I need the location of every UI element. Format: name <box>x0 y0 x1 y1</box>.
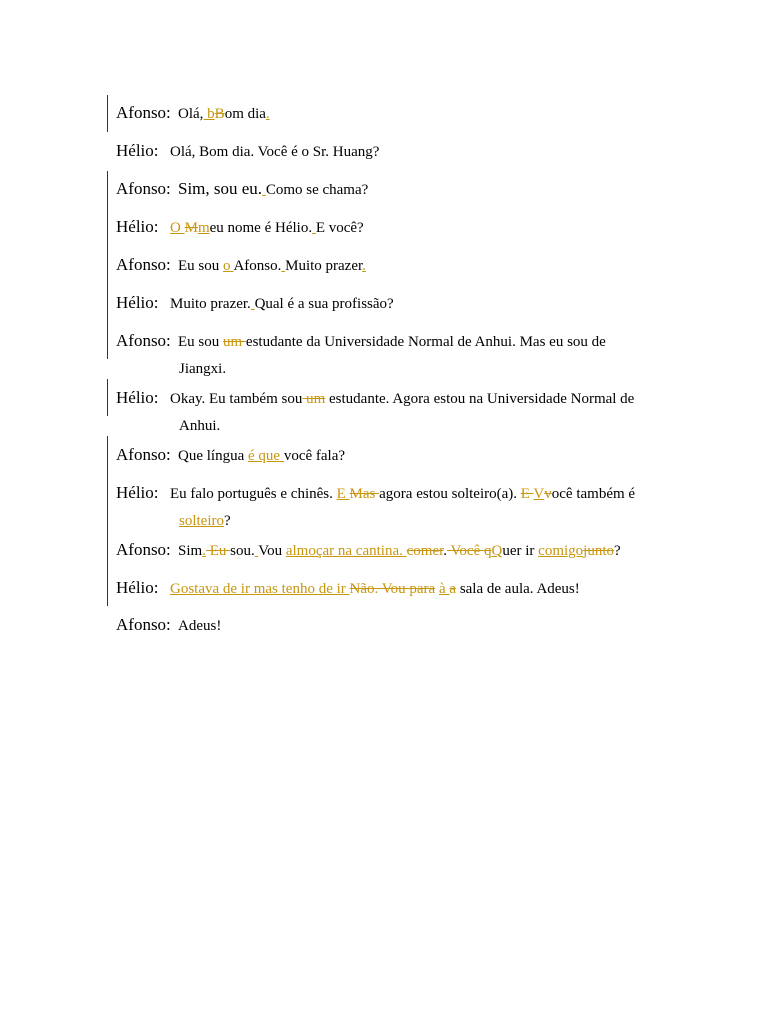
line-text: agora estou solteiro(a). <box>379 486 521 502</box>
insertion: E <box>336 486 350 502</box>
deletion: Não. Vou para <box>349 581 436 597</box>
line-text: Anhui. <box>179 418 221 434</box>
dialogue-line <box>116 213 676 242</box>
speaker-label: Hélio: <box>116 217 159 236</box>
deletion: junto <box>583 543 614 559</box>
dialogue-line <box>116 327 676 356</box>
insertion: Gostava de ir mas tenho de ir <box>170 581 350 597</box>
insertion: . <box>362 258 366 274</box>
change-bar <box>107 436 108 606</box>
insertion: m <box>197 220 210 236</box>
line-text: Qual é a sua profissão? <box>254 296 394 312</box>
line-text: ocê também é <box>551 486 636 502</box>
dialogue-continuation <box>179 412 220 440</box>
line-text: Olá, <box>178 106 204 122</box>
insertion: solteiro <box>179 513 224 529</box>
deletion: comer <box>406 543 444 559</box>
line-text: estudante. Agora estou na Universidade Normal de <box>325 391 635 407</box>
line-text: om dia <box>224 106 266 122</box>
speaker-label: Hélio: <box>116 141 159 160</box>
speaker-label: Afonso: <box>116 103 171 122</box>
insertion: . <box>265 106 270 122</box>
line-text: Sim, sou eu. <box>178 179 263 198</box>
line-text: ? <box>614 543 621 559</box>
line-text: Olá, Bom dia. Você é o Sr. Huang? <box>170 144 380 160</box>
line-text: Sim <box>178 543 203 559</box>
deletion: E <box>520 486 534 502</box>
line-text: Adeus! <box>178 618 222 634</box>
deletion: v <box>544 486 552 502</box>
line-text: estudante da Universidade Normal de Anhui. Mas eu sou de <box>245 334 606 350</box>
insertion: V <box>533 486 545 502</box>
speaker-label: Hélio: <box>116 388 159 407</box>
deletion: Eu <box>205 543 231 559</box>
dialogue-line <box>116 99 676 128</box>
dialogue-line <box>116 289 676 318</box>
insertion: comigo <box>538 543 584 559</box>
speaker-label: Afonso: <box>116 255 171 274</box>
line-text: Afonso. <box>233 258 282 274</box>
dialogue-line <box>116 251 676 280</box>
dialogue-line <box>116 175 676 204</box>
line-text: você fala? <box>283 448 346 464</box>
line-text: E você? <box>315 220 364 236</box>
line-text: Muito prazer. <box>170 296 251 312</box>
insertion: almoçar na cantina. <box>285 543 407 559</box>
line-text: eu nome é Hélio. <box>209 220 313 236</box>
line-text: Jiangxi. <box>179 361 227 377</box>
deletion: Mas <box>349 486 380 502</box>
speaker-label: Afonso: <box>116 615 171 634</box>
insertion: é que <box>247 448 284 464</box>
insertion: o <box>223 258 234 274</box>
deletion: B <box>214 106 225 122</box>
dialogue-line <box>116 137 676 166</box>
deletion: um <box>302 391 326 407</box>
insertion: à <box>438 581 450 597</box>
line-text: Eu sou <box>178 258 223 274</box>
line-text: Okay. Eu também sou <box>170 391 303 407</box>
line-text: Eu sou <box>178 334 223 350</box>
line-text: Que língua <box>178 448 248 464</box>
change-bar <box>107 95 108 132</box>
insertion: . <box>202 543 206 559</box>
dialogue-line <box>116 611 676 640</box>
dialogue-continuation <box>179 355 226 383</box>
insertion: Q <box>491 543 503 559</box>
speaker-label: Afonso: <box>116 445 171 464</box>
speaker-label: Afonso: <box>116 179 171 198</box>
speaker-label: Afonso: <box>116 540 171 559</box>
line-text: Como se chama? <box>265 182 369 198</box>
deletion: Você q <box>447 543 492 559</box>
line-text: Eu falo português e chinês. <box>170 486 337 502</box>
line-text: Vou <box>258 543 286 559</box>
change-bar <box>107 379 108 416</box>
insertion: b <box>203 106 215 122</box>
dialogue-line <box>116 536 676 565</box>
line-text: sou. <box>230 543 255 559</box>
dialogue-line <box>116 441 676 470</box>
deletion: a <box>449 581 457 597</box>
dialogue-line <box>116 574 676 603</box>
dialogue-continuation <box>179 507 231 535</box>
deletion: um <box>223 334 246 350</box>
line-text: ? <box>224 513 231 529</box>
dialogue-line <box>116 384 676 413</box>
change-bar <box>107 171 108 359</box>
speaker-label: Hélio: <box>116 293 159 312</box>
deletion: M <box>184 220 198 236</box>
line-text: sala de aula. Adeus! <box>456 581 580 597</box>
speaker-label: Hélio: <box>116 483 159 502</box>
dialogue-line <box>116 479 676 508</box>
line-text: Muito prazer <box>285 258 363 274</box>
speaker-label: Afonso: <box>116 331 171 350</box>
line-text: uer ir <box>502 543 539 559</box>
speaker-label: Hélio: <box>116 578 159 597</box>
line-text: . <box>443 543 448 559</box>
insertion: O <box>170 220 185 236</box>
